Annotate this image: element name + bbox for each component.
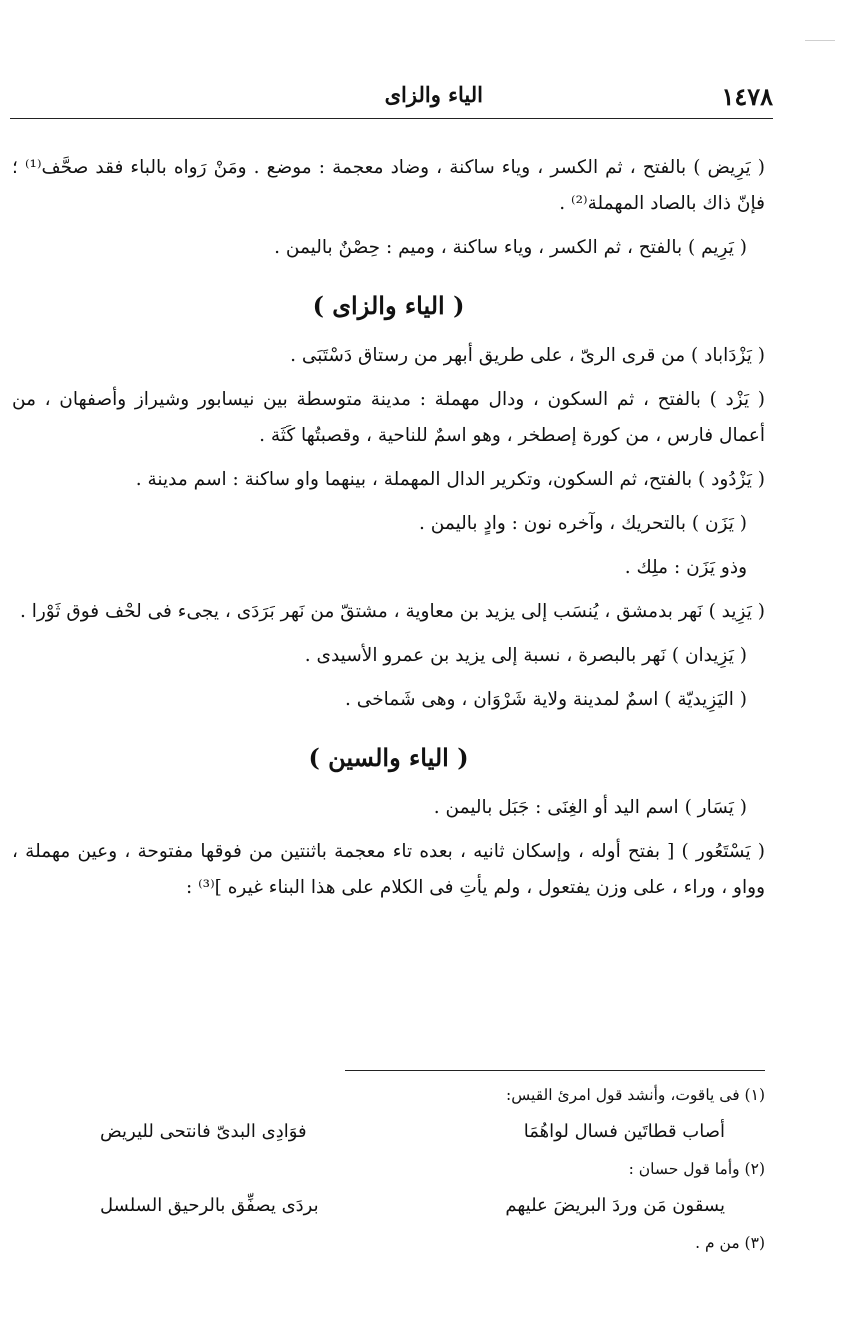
verse-second-hemistich: فوَادِى البدىّ فانتحى لليريض	[100, 1121, 307, 1142]
footnote-2: (٢) وأما قول حسان :	[628, 1160, 765, 1178]
main-text	[12, 150, 765, 914]
entry-yastaur: ( يَسْتَعُور ) [ بفتح أوله ، وإسكان ثانيه ، بعده تاء معجمة باثنتين من فوقها مفتوحة ، وعين مهملة ، وواو ، وراء ، على وزن يفتعول ، ولم يأتِ فى الكلام على هذا البناء غيره ]⁽³⁾ :	[12, 841, 765, 898]
entry-yarid: ( يَرِيض ) بالفتح ، ثم الكسر ، وياء ساكنة ، وضاد معجمة : موضع . ومَنْ رَواه بالباء فقد صحَّف⁽¹⁾ ؛ فإنّ ذاك بالصاد المهملة⁽²⁾ .	[12, 157, 765, 214]
footnote-3: (٣) من م .	[695, 1234, 765, 1252]
scan-mark	[805, 40, 835, 41]
section-heading-zay: ( الياء والزاى )	[312, 291, 465, 320]
verse-first-hemistich: يسقون مَن وردَ البريضَ عليهم	[505, 1195, 725, 1216]
running-title: الياء والزاى	[384, 82, 483, 107]
footnote-1-verse	[40, 1112, 765, 1152]
entry-yazan: ( يَزَن ) بالتحريك ، وآخره نون : وادٍ باليمن .	[419, 513, 747, 534]
entry-yazdabad: ( يَزْدَاباد ) من قرى الرىّ ، على طريق أبهر من رستاق دَسْتَبَى .	[290, 345, 765, 366]
entry-yarim: ( يَرِيم ) بالفتح ، ثم الكسر ، وياء ساكنة ، وميم : حِصْنٌ باليمن .	[274, 237, 747, 258]
entry-yazd: ( يَزْد ) بالفتح ، ثم السكون ، ودال مهملة : مدينة متوسطة بين نيسابور وشيراز وأصفهان ، من أعمال فارس ، من كورة إصطخر ، وهو اسمٌ للناحية ، وقصبتُها كَثَة .	[12, 389, 765, 446]
entry-dhu-yazan: وذو يَزَن : ملِك .	[624, 557, 747, 578]
section-heading-sin: ( الياء والسين )	[308, 743, 469, 772]
entry-yazid: ( يَزِيد ) نَهر بدمشق ، يُنسَب إلى يزيد بن معاوية ، مشتقّ من نَهر بَرَدَى ، يجىء فى لحْف فوق ثَوْرا .	[19, 601, 765, 622]
footnote-2-verse	[40, 1186, 765, 1226]
page-number: ١٤٧٨	[721, 82, 773, 111]
entry-yazidiyya: ( اليَزِيديّة ) اسمٌ لمدينة ولاية شَرْوَان ، وهى شَماخى .	[345, 689, 747, 710]
verse-first-hemistich: أصاب قطاتَين فسال لواهُمَا	[523, 1121, 725, 1142]
entry-yazdud: ( يَزْدُود ) بالفتح، ثم السكون، وتكرير الدال المهملة ، بينهما واو ساكنة : اسم مدينة .	[135, 469, 765, 490]
page-header	[10, 78, 773, 119]
footnotes	[40, 1078, 765, 1260]
entry-yazidan: ( يَزِيدان ) نَهر بالبصرة ، نسبة إلى يزيد بن عمرو الأسيدى .	[304, 645, 747, 666]
footnote-1: (١) فى ياقوت، وأنشد قول امرئ القيس:	[506, 1086, 765, 1104]
verse-second-hemistich: بردَى يصفِّق بالرحيق السلسل	[100, 1195, 319, 1216]
entry-yasar: ( يَسَار ) اسم اليد أو الغِنَى : جَبَل باليمن .	[433, 797, 747, 818]
footnote-divider	[345, 1070, 765, 1071]
